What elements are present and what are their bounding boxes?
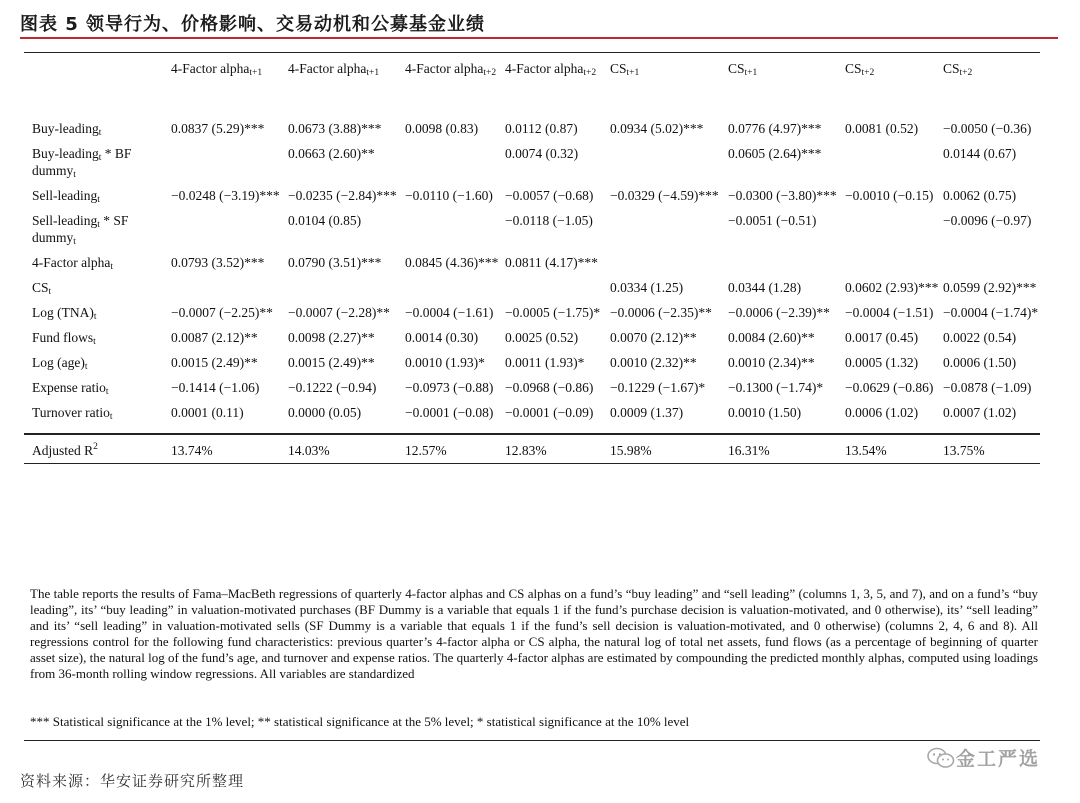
- table-cell: 0.0344 (1.28): [728, 280, 802, 295]
- adjusted-r2-cell: 13.75%: [943, 434, 1040, 463]
- table-cell: [405, 139, 505, 181]
- table-cell: 0.0845 (4.36)***: [405, 255, 499, 270]
- column-header: [845, 53, 943, 112]
- row-label-text: Turnover ratio: [32, 405, 110, 420]
- table-cell: −0.0878 (−1.09): [943, 380, 1032, 395]
- table-cell: [405, 206, 505, 248]
- regression-table-container: [24, 52, 1040, 464]
- watermark-text: 金工严选: [955, 748, 1040, 770]
- table-cell: −0.0973 (−0.88): [405, 380, 494, 395]
- column-header-sub: t+1: [744, 68, 758, 78]
- regression-table: [24, 53, 1040, 463]
- adjusted-r2-cell: 12.57%: [405, 434, 505, 463]
- table-cell: −0.0005 (−1.75)*: [505, 305, 601, 320]
- table-cell: −0.0110 (−1.60): [405, 188, 493, 203]
- table-cell: 0.0074 (0.32): [505, 146, 579, 161]
- row-label: [24, 248, 171, 273]
- table-cell: 0.0011 (1.93)*: [505, 355, 585, 370]
- row-label-sub: t: [93, 312, 97, 322]
- column-header-sub: t+1: [626, 68, 640, 78]
- table-cell: 0.0070 (2.12)**: [610, 330, 697, 345]
- table-footer: [24, 434, 1040, 463]
- table-cell: −0.0004 (−1.51): [845, 305, 934, 320]
- row-label-suffix-sub: t: [73, 237, 76, 247]
- adjusted-r2-label: [24, 434, 171, 463]
- row-label-text: Buy-leading: [32, 146, 99, 161]
- table-cell: 0.0599 (2.92)***: [943, 280, 1037, 295]
- row-label-text: Buy-leading: [32, 121, 99, 136]
- table-cell: 0.0811 (4.17)***: [505, 255, 598, 270]
- row-label-sub: t: [109, 412, 113, 422]
- table-cell: 0.0081 (0.52): [845, 121, 919, 136]
- row-label: [24, 206, 171, 248]
- row-label-text: Sell-leading: [32, 188, 98, 203]
- row-label-text: Fund flows: [32, 330, 94, 345]
- adjusted-r2-cell: 13.74%: [171, 434, 288, 463]
- row-label: [24, 323, 171, 348]
- source-note: 资料来源：华安证券研究所整理: [20, 772, 245, 790]
- table-cell: [288, 273, 405, 298]
- table-cell: 0.0006 (1.02): [845, 405, 919, 420]
- significance-note: *** Statistical significance at the 1% level; ** statistical significance at the 5% level; * statistical significance at the 10% level: [30, 714, 690, 729]
- table-cell: −0.0007 (−2.25)**: [171, 305, 273, 320]
- notes-bottom-rule: [24, 740, 1040, 741]
- table-cell: 0.0673 (3.88)***: [288, 121, 382, 136]
- adjusted-r2-row: [24, 434, 1040, 463]
- column-header-sub: t+1: [249, 68, 263, 78]
- table-cell: 0.0837 (5.29)***: [171, 121, 265, 136]
- table-cell: −0.0004 (−1.74)*: [943, 305, 1039, 320]
- adjusted-r2-cell: 16.31%: [728, 434, 845, 463]
- table-row: [24, 206, 1040, 248]
- table-cell: 0.0084 (2.60)**: [728, 330, 815, 345]
- column-header-main: CS: [943, 61, 960, 76]
- table-cell: [610, 206, 728, 248]
- table-row: [24, 323, 1040, 348]
- row-label-text: Expense ratio: [32, 380, 106, 395]
- table-cell: 0.0605 (2.64)***: [728, 146, 822, 161]
- row-label-sub: t: [98, 128, 102, 138]
- column-header-sub: t+2: [483, 68, 497, 78]
- table-cell: 0.0663 (2.60)**: [288, 146, 375, 161]
- table-cell: −0.0006 (−2.35)**: [610, 305, 712, 320]
- table-header: [24, 53, 1040, 112]
- column-header-main: 4-Factor alpha: [171, 61, 250, 76]
- row-label-sub: t: [110, 262, 113, 272]
- table-cell: 0.0934 (5.02)***: [610, 121, 704, 136]
- table-cell: [845, 139, 943, 181]
- adjusted-r2-cell: 15.98%: [610, 434, 728, 463]
- table-cell: −0.1222 (−0.94): [288, 380, 377, 395]
- adjusted-r2-cell: 12.83%: [505, 434, 610, 463]
- row-label: [24, 348, 171, 373]
- table-cell: 0.0006 (1.50): [943, 355, 1017, 370]
- table-cell: −0.0010 (−0.15): [845, 188, 934, 203]
- column-header-sub: t+2: [959, 68, 973, 78]
- table-cell: −0.0300 (−3.80)***: [728, 188, 837, 203]
- table-row: [24, 139, 1040, 181]
- table-cell: −0.0248 (−3.19)***: [171, 188, 280, 203]
- table-cell: −0.0004 (−1.61): [405, 305, 494, 320]
- column-header-main: CS: [845, 61, 862, 76]
- table-cell: [171, 139, 288, 181]
- row-label-sub: t: [84, 362, 88, 372]
- row-label-text: 4-Factor alpha: [32, 255, 111, 270]
- adjusted-r2-cell: 13.54%: [845, 434, 943, 463]
- table-cell: 0.0144 (0.67): [943, 146, 1017, 161]
- column-header-main: 4-Factor alpha: [405, 61, 484, 76]
- table-cell: −0.1414 (−1.06): [171, 380, 260, 395]
- wechat-watermark: [926, 744, 1040, 771]
- row-label-text: Log (age): [32, 355, 85, 370]
- table-cell: −0.0629 (−0.86): [845, 380, 934, 395]
- table-bottom-rule: [24, 463, 1040, 464]
- row-label-suffix-sub: t: [73, 170, 76, 180]
- table-cell: 0.0005 (1.32): [845, 355, 919, 370]
- row-label: [24, 298, 171, 323]
- row-label: [24, 139, 171, 181]
- table-cell: 0.0015 (2.49)**: [171, 355, 258, 370]
- row-label-text: Log (TNA): [32, 305, 94, 320]
- column-header-main: CS: [610, 61, 627, 76]
- adjusted-r2-cell: 14.03%: [288, 434, 405, 463]
- wechat-icon: [926, 746, 956, 770]
- table-cell: 0.0014 (0.30): [405, 330, 479, 345]
- table-cell: −0.0057 (−0.68): [505, 188, 594, 203]
- table-cell: 0.0017 (0.45): [845, 330, 919, 345]
- table-row: [24, 348, 1040, 373]
- column-header-sub: t+2: [583, 68, 597, 78]
- title-rule: [20, 37, 1058, 39]
- table-cell: [610, 139, 728, 181]
- header-stub: [24, 53, 171, 112]
- row-label-sub: t: [97, 195, 100, 205]
- table-cell: 0.0776 (4.97)***: [728, 121, 822, 136]
- header-row: [24, 53, 1040, 112]
- table-row: [24, 181, 1040, 206]
- column-header: [171, 53, 288, 112]
- adjusted-r2-sup: 2: [93, 442, 98, 452]
- table-cell: 0.0009 (1.37): [610, 405, 684, 420]
- table-row: [24, 273, 1040, 298]
- row-label: [24, 112, 171, 139]
- table-cell: 0.0793 (3.52)***: [171, 255, 265, 270]
- table-cell: −0.0001 (−0.08): [405, 405, 494, 420]
- table-cell: 0.0010 (1.93)*: [405, 355, 485, 370]
- table-cell: [845, 206, 943, 248]
- table-cell: [171, 273, 288, 298]
- table-cell: −0.0007 (−2.28)**: [288, 305, 390, 320]
- table-cell: 0.0007 (1.02): [943, 405, 1017, 420]
- table-cell: 0.0602 (2.93)***: [845, 280, 939, 295]
- table-body: [24, 112, 1040, 434]
- column-header-main: CS: [728, 61, 745, 76]
- row-label-sub: t: [98, 153, 102, 163]
- row-label-text: Sell-leading: [32, 213, 98, 228]
- figure-title: 图表 5 领导行为、价格影响、交易动机和公募基金业绩: [20, 14, 486, 35]
- column-header: [610, 53, 728, 112]
- table-cell: 0.0104 (0.85): [288, 213, 362, 228]
- column-header-main: 4-Factor alpha: [505, 61, 584, 76]
- table-row: [24, 248, 1040, 273]
- table-cell: [943, 248, 1040, 273]
- column-header: [728, 53, 845, 112]
- row-label: [24, 398, 171, 434]
- column-header: [405, 53, 505, 112]
- table-notes: The table reports the results of Fama–MacBeth regressions of quarterly 4-factor alphas and CS alphas on a fund’s “buy leading” and “sell leading” (columns 1, 3, 5, and 7), and on a fund’s “buy leading”, its’ “buy leading” in valuation-motivated purchases (BF Dummy is a variable that equals 1 if the fund’s purchase decision is valuation-motivated, and 0 otherwise), its’ “sell leading” and its’ “sell leading” in valuation-motivated sells (SF Dummy is a variable that equals 1 if the fund’s sell decision is valuation-motivated, and 0 otherwise) (columns 2, 4, 6 and 8). All regressions control for the following fund characteristics: previous quarter’s 4-factor alpha or CS alpha, the natural log of total net assets, fund flows (as a percentage of beginning of quarter asset size), the natural log of the fund’s age, and turnover and expense ratios. The quarterly 4-factor alphas are estimated by compounding the predicted monthly alphas, computed using loadings from 36-month rolling window regressions. All variables are standardized: [30, 586, 1038, 681]
- table-cell: 0.0015 (2.49)**: [288, 355, 375, 370]
- table-cell: −0.0050 (−0.36): [943, 121, 1032, 136]
- table-cell: [505, 273, 610, 298]
- row-label-sub: t: [97, 220, 100, 230]
- table-cell: 0.0025 (0.52): [505, 330, 579, 345]
- column-header: [943, 53, 1040, 112]
- table-cell: −0.1300 (−1.74)*: [728, 380, 824, 395]
- table-cell: 0.0010 (2.34)**: [728, 355, 815, 370]
- table-row: [24, 298, 1040, 323]
- table-row: [24, 112, 1040, 139]
- table-cell: [845, 248, 943, 273]
- table-cell: [171, 206, 288, 248]
- table-cell: −0.0118 (−1.05): [505, 213, 593, 228]
- column-header-sub: t+2: [861, 68, 875, 78]
- table-cell: 0.0000 (0.05): [288, 405, 362, 420]
- column-header-sub: t+1: [366, 68, 380, 78]
- table-row: [24, 398, 1040, 434]
- table-cell: 0.0010 (1.50): [728, 405, 802, 420]
- table-cell: 0.0098 (0.83): [405, 121, 479, 136]
- row-label-text: CS: [32, 280, 49, 295]
- table-cell: 0.0062 (0.75): [943, 188, 1017, 203]
- table-cell: [728, 248, 845, 273]
- row-label-sub: t: [48, 287, 52, 297]
- table-cell: −0.0235 (−2.84)***: [288, 188, 397, 203]
- table-cell: −0.0968 (−0.86): [505, 380, 594, 395]
- table-cell: −0.1229 (−1.67)*: [610, 380, 706, 395]
- table-cell: 0.0022 (0.54): [943, 330, 1017, 345]
- row-label-suffix: * SF dummy: [32, 213, 129, 245]
- table-cell: 0.0334 (1.25): [610, 280, 684, 295]
- row-label-sub: t: [105, 387, 109, 397]
- column-header-main: 4-Factor alpha: [288, 61, 367, 76]
- table-cell: −0.0096 (−0.97): [943, 213, 1032, 228]
- row-label-sub: t: [93, 337, 96, 347]
- table-row: [24, 373, 1040, 398]
- row-label: [24, 181, 171, 206]
- table-cell: 0.0001 (0.11): [171, 405, 244, 420]
- table-cell: 0.0790 (3.51)***: [288, 255, 382, 270]
- row-label: [24, 273, 171, 298]
- row-label-suffix: * BF dummy: [32, 146, 132, 178]
- table-cell: 0.0098 (2.27)**: [288, 330, 375, 345]
- adjusted-r2-text: Adjusted R: [32, 443, 94, 458]
- table-cell: −0.0329 (−4.59)***: [610, 188, 719, 203]
- table-cell: −0.0051 (−0.51): [728, 213, 817, 228]
- table-cell: −0.0006 (−2.39)**: [728, 305, 830, 320]
- table-cell: 0.0087 (2.12)**: [171, 330, 258, 345]
- row-label: [24, 373, 171, 398]
- column-header: [288, 53, 405, 112]
- table-cell: [610, 248, 728, 273]
- table-cell: −0.0001 (−0.09): [505, 405, 594, 420]
- table-cell: 0.0112 (0.87): [505, 121, 578, 136]
- column-header: [505, 53, 610, 112]
- table-cell: 0.0010 (2.32)**: [610, 355, 697, 370]
- table-cell: [405, 273, 505, 298]
